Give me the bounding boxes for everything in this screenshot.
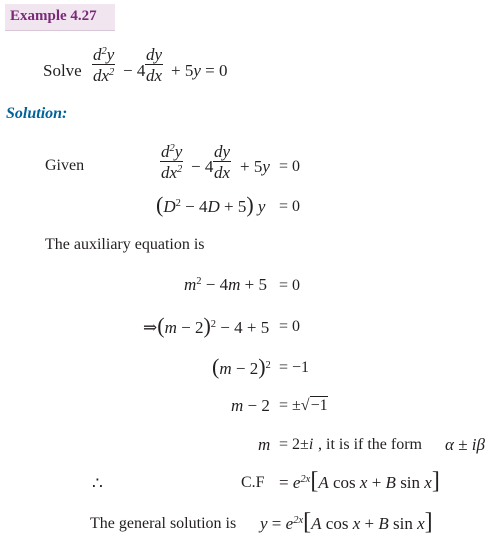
auxiliary-intro: The auxiliary equation is (45, 236, 205, 253)
general-solution-intro: The general solution is (90, 515, 237, 532)
square-equals-minus-1: = −1 (279, 359, 310, 376)
completed-square-equals-0: = 0 (279, 318, 301, 335)
given-fraction-d2y-dx2: $\frac{d^2y}{dx^2}$ (161, 142, 183, 182)
problem-rhs: + 5y = 0 (171, 61, 228, 80)
aux-equation: $m^2 - 4m + 5$ (184, 275, 268, 294)
form-note: , it is if the form (318, 436, 422, 453)
operator-equals-0: = 0 (279, 198, 301, 215)
fraction-dy-dx: $\frac{dy}{dx}$ (146, 45, 163, 85)
m-label: m (258, 435, 271, 454)
general-solution-expression: $y = e^{2x}[A$ cos x + B sin x] (260, 509, 433, 535)
therefore-symbol: ∴ (92, 474, 103, 493)
problem-minus-4: − 4 (123, 61, 146, 80)
plus-minus-root: = ±√−1 (279, 397, 328, 414)
cf-label: C.F (241, 474, 265, 491)
aux-equals-0: = 0 (279, 277, 301, 294)
solution-label: Solution: (6, 105, 68, 122)
given-fraction-dy-dx: $\frac{dy}{dx}$ (214, 142, 231, 182)
m-roots: = 2±i (279, 436, 314, 453)
given-plus-5y: + 5y (240, 157, 270, 176)
operator-form: $(D^2 - 4D + 5)$ y (156, 192, 266, 217)
solve-word: Solve (43, 61, 82, 80)
cf-expression: = $e^{2x}[A$ cos x + B sin x] (279, 468, 440, 494)
given-label: Given (45, 157, 85, 174)
alpha-plus-minus-i-beta: α ± iβ (445, 435, 485, 454)
m-minus-2: m − 2 (231, 396, 270, 415)
square-term: $(m - 2)^2$ (212, 354, 271, 379)
given-minus-4: − 4 (191, 157, 214, 176)
completed-square: ⇒(m − 2)$^2$ − 4 + 5 (143, 313, 270, 338)
given-equals-0: = 0 (279, 158, 301, 175)
fraction-d2y-dx2: $\frac{d^2y}{dx^2}$ (93, 45, 115, 85)
example-label: Example 4.27 (10, 8, 97, 24)
